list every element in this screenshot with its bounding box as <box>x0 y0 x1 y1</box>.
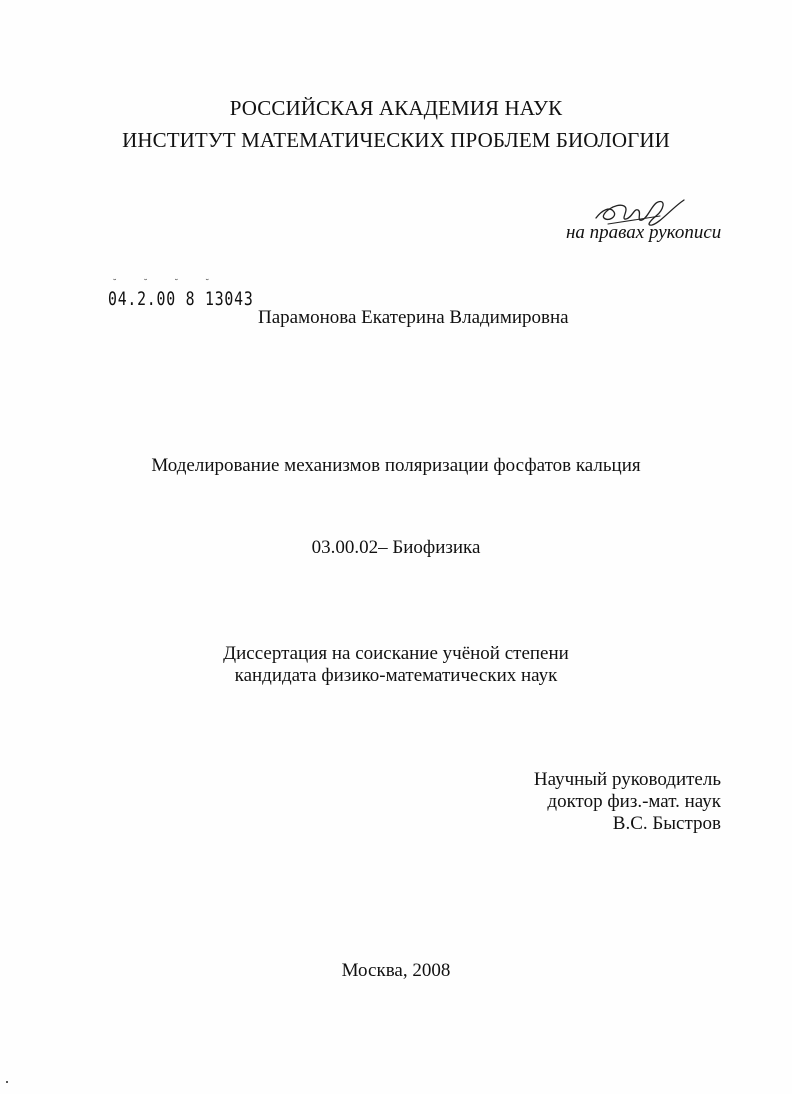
degree-line-2: кандидата физико-математических наук <box>234 665 558 686</box>
stamp-marks: ˘ ˘ ˘ ˘ <box>112 279 220 289</box>
author-name: Парамонова Екатерина Владимировна <box>258 307 569 328</box>
specialty-code: 03.00.02– Биофизика <box>311 537 481 558</box>
registry-stamp: 04.2.00 8 13043 <box>108 288 254 310</box>
manuscript-status: на правах рукописи <box>566 222 722 243</box>
degree-line-1: Диссертация на соискание учёной степени <box>223 643 569 664</box>
supervisor-name: В.С. Быстров <box>612 813 721 834</box>
institute-heading: ИНСТИТУТ МАТЕМАТИЧЕСКИХ ПРОБЛЕМ БИОЛОГИИ <box>122 128 670 152</box>
academy-heading: РОССИЙСКАЯ АКАДЕМИЯ НАУК <box>229 96 563 120</box>
supervisor-title: доктор физ.-мат. наук <box>547 791 721 812</box>
place-year: Москва, 2008 <box>341 960 451 981</box>
supervisor-role: Научный руководитель <box>533 769 721 790</box>
thesis-title: Моделирование механизмов поляризации фосфатов кальция <box>151 455 641 476</box>
scan-speck <box>6 1081 8 1083</box>
